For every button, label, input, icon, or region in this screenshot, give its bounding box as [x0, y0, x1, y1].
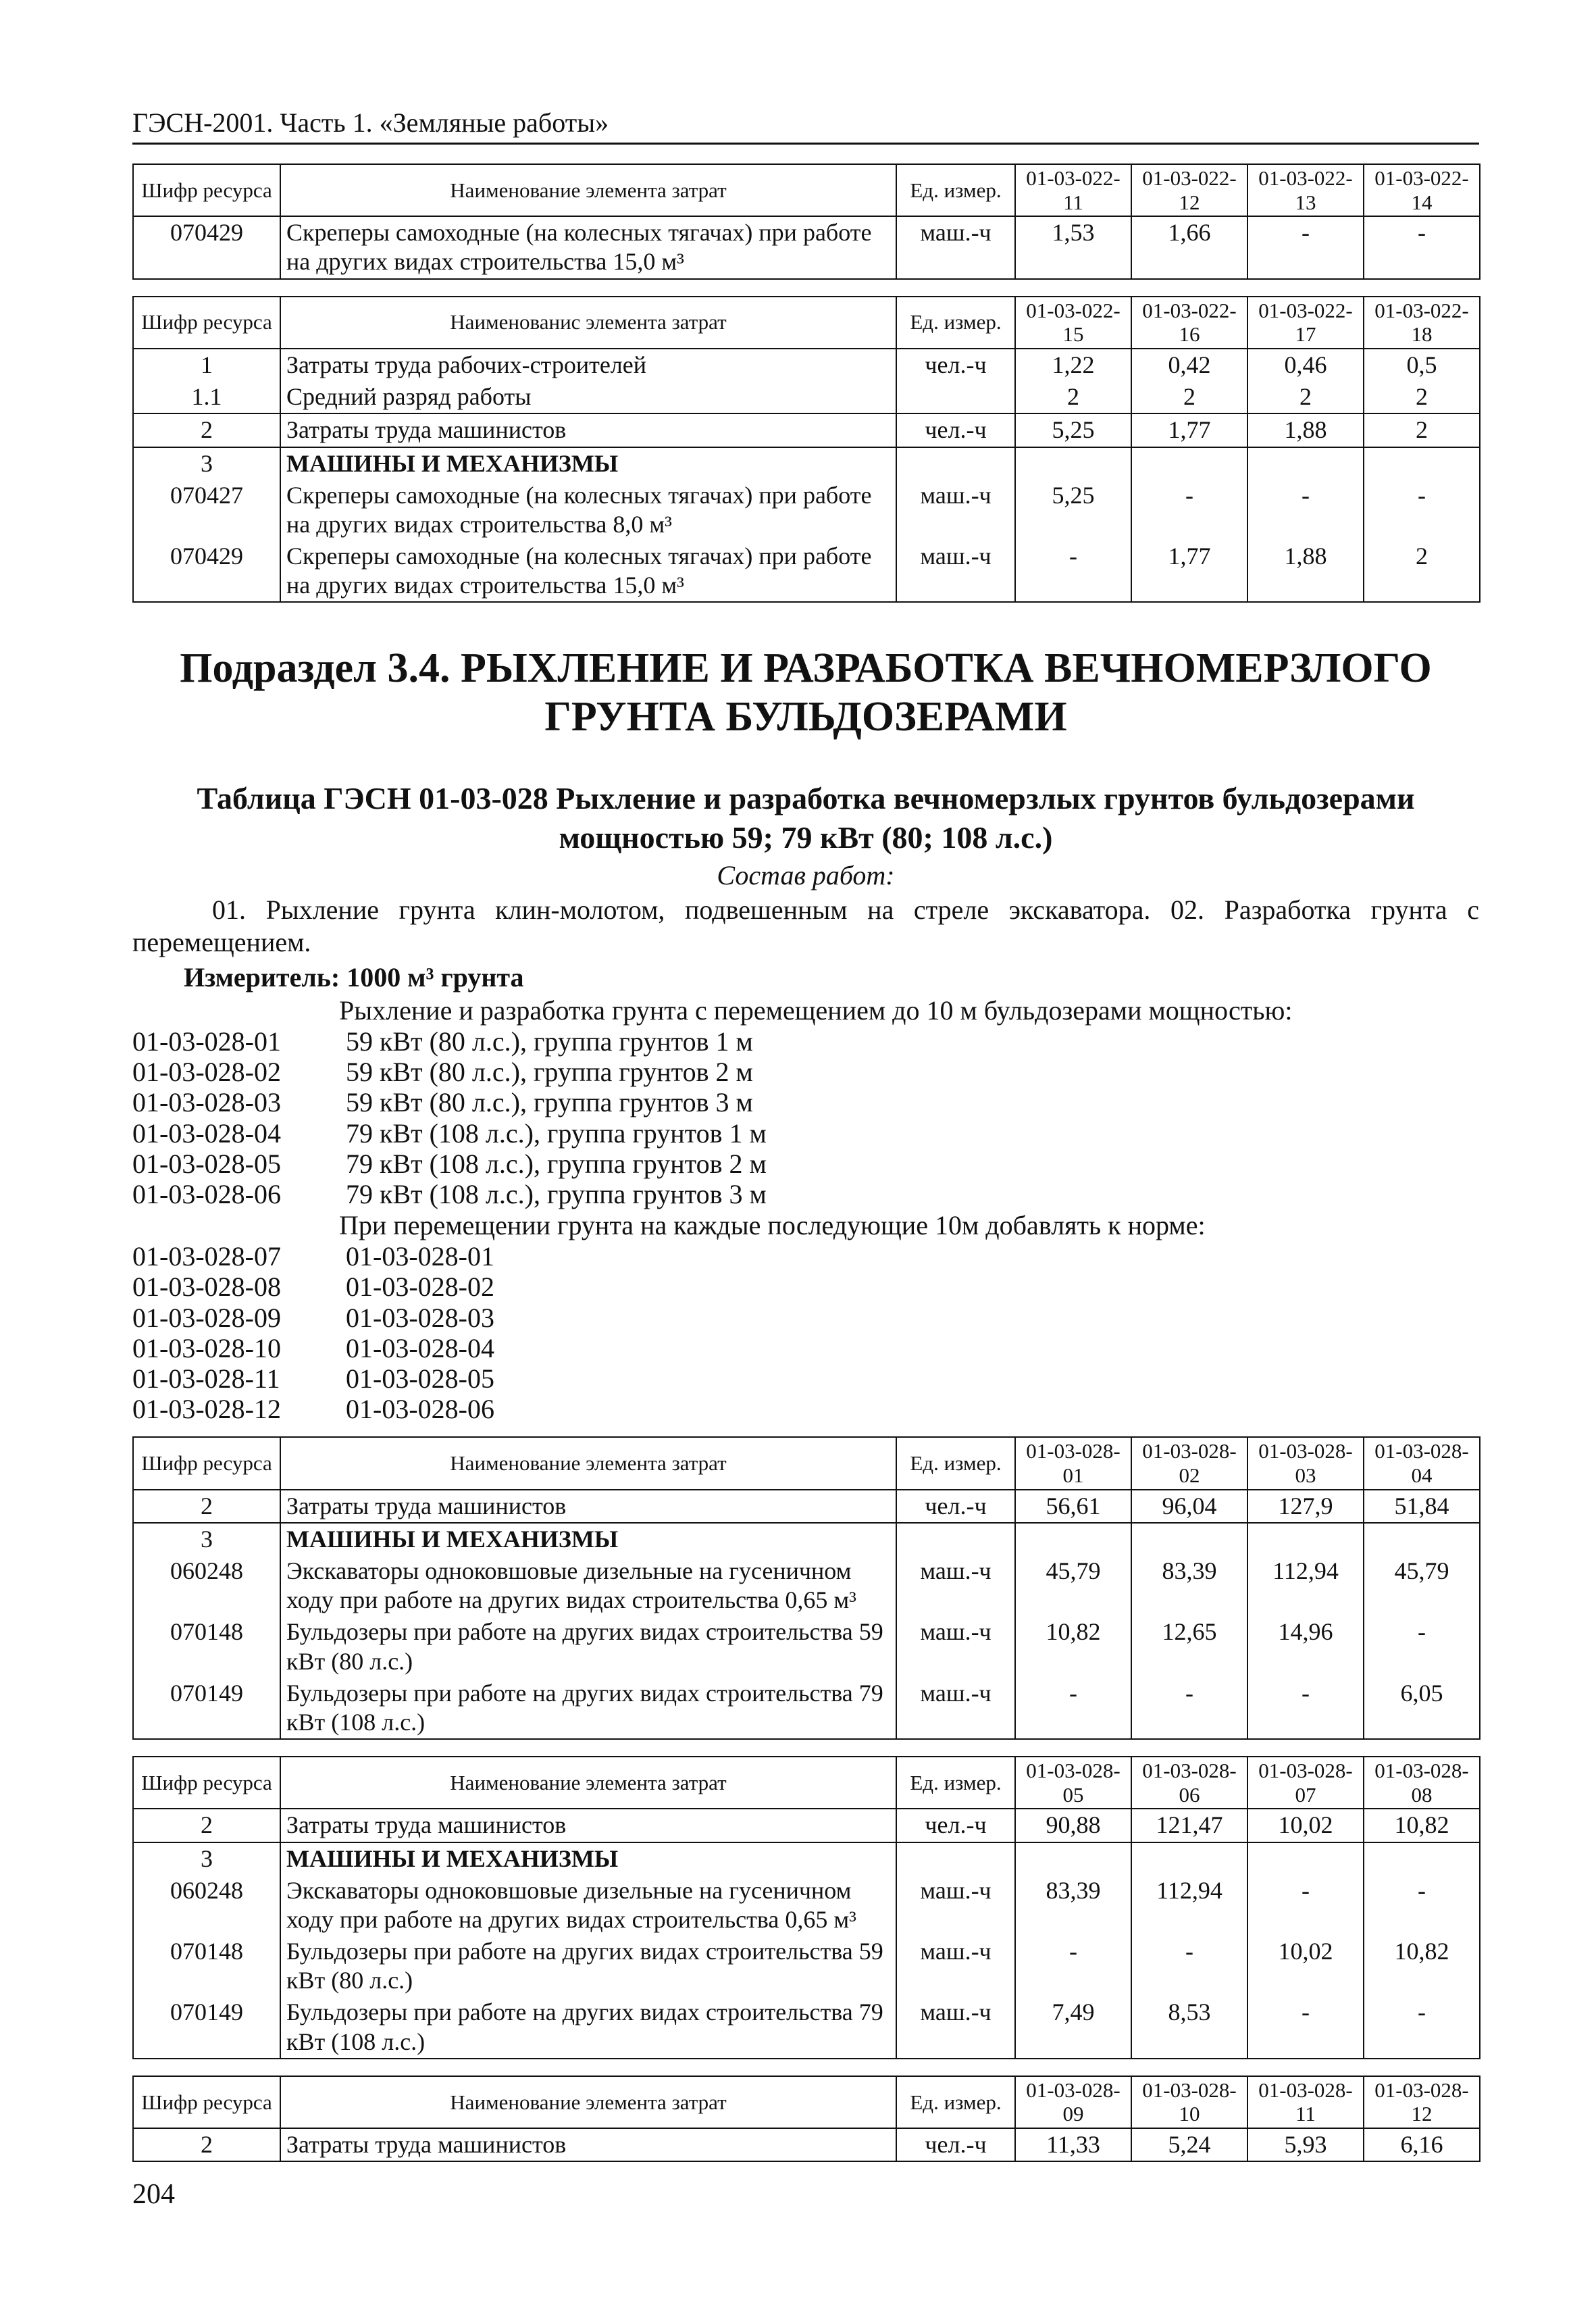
spec-item	[132, 1241, 1479, 1272]
spec-item	[132, 1303, 1479, 1333]
norm-value: 5,93	[1247, 2128, 1364, 2161]
norm-value: -	[1131, 480, 1247, 540]
section-heading: МАШИНЫ И МЕХАНИЗМЫ	[280, 1842, 896, 1875]
norm-value: 5,25	[1015, 413, 1131, 447]
spec-desc: 01-03-028-03	[346, 1302, 494, 1333]
norm-value: -	[1131, 1678, 1247, 1739]
cost-item-name: Скреперы самоходные (на колесных тягачах) при работе на других видах строительства 15,0 м³	[280, 540, 896, 602]
table-row	[133, 349, 1480, 381]
col-header-code: Шифр ресурса	[133, 2076, 280, 2128]
norm-value: 6,05	[1364, 1678, 1480, 1739]
table-022-15-18	[132, 296, 1481, 603]
cost-item-name: Затраты труда машинистов	[280, 2128, 896, 2161]
table-row	[133, 216, 1480, 278]
spec-code: 01-03-028-05	[132, 1148, 281, 1179]
col-header-norm: 01-03-028-06	[1131, 1757, 1247, 1809]
table-title-line: мощностью 59; 79 кВт (80; 108 л.с.)	[559, 820, 1053, 855]
page-number: 204	[132, 2179, 175, 2210]
col-header-name: Наименование элемента затрат	[280, 1437, 896, 1489]
col-header-norm: 01-03-022-17	[1247, 297, 1364, 349]
unit: маш.-ч	[896, 1555, 1015, 1616]
norm-value: 10,02	[1247, 1936, 1364, 1996]
norm-value: 1,77	[1131, 540, 1247, 602]
norm-value	[1015, 447, 1131, 480]
section-heading: МАШИНЫ И МЕХАНИЗМЫ	[280, 1523, 896, 1555]
spec-desc: 59 кВт (80 л.с.), группа грунтов 3 м	[346, 1087, 753, 1118]
norm-value: -	[1247, 1996, 1364, 2058]
norm-value: 56,61	[1015, 1490, 1131, 1523]
norm-value: 121,47	[1131, 1809, 1247, 1842]
norm-value: -	[1364, 480, 1480, 540]
table-row	[133, 1490, 1480, 1523]
resource-code: 1.1	[133, 381, 280, 413]
unit: маш.-ч	[896, 1996, 1015, 2058]
col-header-unit: Ед. измер.	[896, 1757, 1015, 1809]
cost-item-name: Бульдозеры при работе на других видах строительства 59 кВт (80 л.с.)	[280, 1936, 896, 1996]
spec-code: 01-03-028-11	[132, 1363, 280, 1394]
table-row	[133, 1875, 1480, 1936]
col-header-norm: 01-03-022-14	[1364, 164, 1480, 216]
table-022-11-14	[132, 164, 1481, 280]
norm-value: 1,22	[1015, 349, 1131, 381]
col-header-norm: 01-03-022-18	[1364, 297, 1480, 349]
norm-value: 45,79	[1364, 1555, 1480, 1616]
col-header-norm: 01-03-028-12	[1364, 2076, 1480, 2128]
norm-value	[1131, 1842, 1247, 1875]
measurer-value: 1000 м³ грунта	[346, 962, 524, 993]
norm-value: 0,42	[1131, 349, 1247, 381]
unit: чел.-ч	[896, 413, 1015, 447]
resource-code: 070427	[133, 480, 280, 540]
table-title-line: Таблица ГЭСН 01-03-028 Рыхление и разработка вечномерзлых грунтов бульдозерами	[197, 781, 1415, 816]
spec-desc: 79 кВт (108 л.с.), группа грунтов 3 м	[346, 1178, 767, 1209]
spec-code: 01-03-028-09	[132, 1302, 281, 1333]
unit: чел.-ч	[896, 1809, 1015, 1842]
table-row	[133, 413, 1480, 447]
resource-code: 070148	[133, 1616, 280, 1677]
col-header-unit: Ед. измер.	[896, 1437, 1015, 1489]
work-composition-text: 01. Рыхление грунта клин-молотом, подвешенным на стреле экскаватора. 02. Разработка грунта с перемещением.	[132, 895, 1479, 958]
spec-desc: 79 кВт (108 л.с.), группа грунтов 1 м	[346, 1117, 767, 1149]
table-row	[133, 447, 1480, 480]
col-header-name: Наименование элемента затрат	[280, 1757, 896, 1809]
col-header-norm: 01-03-028-09	[1015, 2076, 1131, 2128]
col-header-unit: Ед. измер.	[896, 297, 1015, 349]
spec-desc: 01-03-028-06	[346, 1394, 494, 1425]
norm-value: 83,39	[1131, 1555, 1247, 1616]
norm-value	[1015, 1523, 1131, 1555]
table-row	[133, 1809, 1480, 1842]
spec-desc: 01-03-028-04	[346, 1332, 494, 1363]
document-page	[132, 107, 1479, 2178]
resource-code: 3	[133, 1842, 280, 1875]
col-header-norm: 01-03-028-01	[1015, 1437, 1131, 1489]
norm-value: 5,24	[1131, 2128, 1247, 2161]
norm-value: -	[1364, 1996, 1480, 2058]
col-header-norm: 01-03-022-15	[1015, 297, 1131, 349]
norm-value: 1,53	[1015, 216, 1131, 278]
norm-value: -	[1364, 1875, 1480, 1936]
section-heading: МАШИНЫ И МЕХАНИЗМЫ	[280, 447, 896, 480]
spec-desc: 01-03-028-02	[346, 1272, 494, 1303]
resource-code: 2	[133, 1809, 280, 1842]
col-header-norm: 01-03-022-16	[1131, 297, 1247, 349]
unit: чел.-ч	[896, 349, 1015, 381]
cost-item-name: Затраты труда машинистов	[280, 1490, 896, 1523]
norm-value: 2	[1364, 413, 1480, 447]
spec-code: 01-03-028-12	[132, 1394, 281, 1425]
norm-value: 2	[1015, 381, 1131, 413]
col-header-unit: Ед. измер.	[896, 2076, 1015, 2128]
spec-item	[132, 1333, 1479, 1363]
norm-value	[1247, 447, 1364, 480]
norm-value: 96,04	[1131, 1490, 1247, 1523]
unit: маш.-ч	[896, 480, 1015, 540]
unit: маш.-ч	[896, 1678, 1015, 1739]
table-title	[132, 779, 1479, 857]
norm-value: 12,65	[1131, 1616, 1247, 1677]
norm-value: 1,66	[1131, 216, 1247, 278]
resource-code: 070148	[133, 1936, 280, 1996]
spec-item	[132, 1118, 1479, 1149]
spec-code: 01-03-028-06	[132, 1178, 281, 1209]
norm-value: -	[1247, 216, 1364, 278]
resource-code: 070149	[133, 1996, 280, 2058]
resource-code: 1	[133, 349, 280, 381]
spec-desc: 79 кВт (108 л.с.), группа грунтов 2 м	[346, 1148, 767, 1179]
spec-intro: При перемещении грунта на каждые последующие 10м добавлять к норме:	[339, 1210, 1206, 1241]
unit: маш.-ч	[896, 216, 1015, 278]
spec-item	[132, 1087, 1479, 1117]
norm-value: 7,49	[1015, 1996, 1131, 2058]
norm-value: -	[1247, 1678, 1364, 1739]
table-row	[133, 1996, 1480, 2058]
spec-item	[132, 1272, 1479, 1302]
table-row	[133, 540, 1480, 602]
cost-item-name: Затраты труда машинистов	[280, 1809, 896, 1842]
col-header-norm: 01-03-022-12	[1131, 164, 1247, 216]
table-row	[133, 1616, 1480, 1677]
unit	[896, 1523, 1015, 1555]
col-header-norm: 01-03-028-03	[1247, 1437, 1364, 1489]
norm-value: 8,53	[1131, 1996, 1247, 2058]
unit: чел.-ч	[896, 2128, 1015, 2161]
table-row	[133, 2128, 1480, 2161]
cost-item-name: Затраты труда рабочих-строителей	[280, 349, 896, 381]
spec-intro: Рыхление и разработка грунта с перемещением до 10 м бульдозерами мощностью:	[339, 995, 1293, 1026]
spec-item	[132, 1057, 1479, 1087]
table-row	[133, 381, 1480, 413]
cost-item-name: Бульдозеры при работе на других видах строительства 79 кВт (108 л.с.)	[280, 1678, 896, 1739]
norm-value: 51,84	[1364, 1490, 1480, 1523]
spec-desc: 01-03-028-05	[346, 1363, 494, 1394]
spec-code: 01-03-028-10	[132, 1332, 281, 1363]
resource-code: 2	[133, 1490, 280, 1523]
norm-value: 1,88	[1247, 540, 1364, 602]
norm-value	[1131, 1523, 1247, 1555]
norm-value	[1247, 1842, 1364, 1875]
norm-value: 10,82	[1364, 1936, 1480, 1996]
norm-value: 83,39	[1015, 1875, 1131, 1936]
col-header-code: Шифр ресурса	[133, 164, 280, 216]
section-title-line: ГРУНТА БУЛЬДОЗЕРАМИ	[544, 693, 1067, 740]
col-header-name: Наименование элемента затрат	[280, 2076, 896, 2128]
col-header-norm: 01-03-028-11	[1247, 2076, 1364, 2128]
norm-value: 10,82	[1015, 1616, 1131, 1677]
norm-value	[1247, 1523, 1364, 1555]
norm-value: 14,96	[1247, 1616, 1364, 1677]
norm-value	[1364, 447, 1480, 480]
norm-value: -	[1015, 1678, 1131, 1739]
col-header-code: Шифр ресурса	[133, 297, 280, 349]
norm-value: 2	[1364, 381, 1480, 413]
cost-item-name: Экскаваторы одноковшовые дизельные на гусеничном ходу при работе на других видах строительства 0,65 м³	[280, 1555, 896, 1616]
norm-value: 2	[1131, 381, 1247, 413]
resource-code: 060248	[133, 1555, 280, 1616]
norm-value: 45,79	[1015, 1555, 1131, 1616]
norm-value	[1015, 1842, 1131, 1875]
norm-value: 0,5	[1364, 349, 1480, 381]
norm-value: 11,33	[1015, 2128, 1131, 2161]
spec-code: 01-03-028-02	[132, 1057, 281, 1088]
norm-value: -	[1131, 1936, 1247, 1996]
spec-item	[132, 1363, 1479, 1394]
col-header-norm: 01-03-028-10	[1131, 2076, 1247, 2128]
cost-item-name: Бульдозеры при работе на других видах строительства 79 кВт (108 л.с.)	[280, 1996, 896, 2058]
resource-code: 070429	[133, 540, 280, 602]
norm-value: -	[1364, 1616, 1480, 1677]
unit: маш.-ч	[896, 1875, 1015, 1936]
unit	[896, 1842, 1015, 1875]
cost-item-name: Экскаваторы одноковшовые дизельные на гусеничном ходу при работе на других видах строительства 0,65 м³	[280, 1875, 896, 1936]
col-header-norm: 01-03-028-08	[1364, 1757, 1480, 1809]
norm-value: 10,02	[1247, 1809, 1364, 1842]
resource-code: 070149	[133, 1678, 280, 1739]
resource-code: 2	[133, 2128, 280, 2161]
table-row	[133, 480, 1480, 540]
cost-item-name: Бульдозеры при работе на других видах строительства 59 кВт (80 л.с.)	[280, 1616, 896, 1677]
col-header-name: Наименованис элемента затрат	[280, 297, 896, 349]
measurer	[184, 961, 1479, 993]
col-header-name: Наименование элемента затрат	[280, 164, 896, 216]
unit: чел.-ч	[896, 1490, 1015, 1523]
spec-code: 01-03-028-04	[132, 1117, 281, 1149]
col-header-code: Шифр ресурса	[133, 1757, 280, 1809]
col-header-norm: 01-03-022-11	[1015, 164, 1131, 216]
section-title-line: Подраздел 3.4. РЫХЛЕНИЕ И РАЗРАБОТКА ВЕЧНОМЕРЗЛОГО	[180, 645, 1432, 692]
col-header-norm: 01-03-028-04	[1364, 1437, 1480, 1489]
table-028-09-12	[132, 2076, 1481, 2162]
col-header-unit: Ед. измер.	[896, 164, 1015, 216]
norm-value: 127,9	[1247, 1490, 1364, 1523]
norm-value: -	[1247, 1875, 1364, 1936]
col-header-norm: 01-03-028-05	[1015, 1757, 1131, 1809]
resource-code: 060248	[133, 1875, 280, 1936]
norm-value	[1131, 447, 1247, 480]
measurer-label: Измеритель:	[184, 962, 340, 993]
resource-code: 2	[133, 413, 280, 447]
spec-code: 01-03-028-03	[132, 1087, 281, 1118]
norm-value: 2	[1247, 381, 1364, 413]
cost-item-name: Скреперы самоходные (на колесных тягачах) при работе на других видах строительства 8,0 м³	[280, 480, 896, 540]
norm-value: -	[1015, 540, 1131, 602]
table-row	[133, 1842, 1480, 1875]
unit	[896, 381, 1015, 413]
norm-value	[1364, 1523, 1480, 1555]
table-row	[133, 1678, 1480, 1739]
spec-code: 01-03-028-01	[132, 1026, 281, 1057]
spec-code: 01-03-028-07	[132, 1241, 281, 1272]
table-028-01-04	[132, 1436, 1481, 1740]
cost-item-name: Затраты труда машинистов	[280, 413, 896, 447]
norm-value: -	[1247, 480, 1364, 540]
table-row	[133, 1523, 1480, 1555]
norm-value: 112,94	[1247, 1555, 1364, 1616]
norm-value: 6,16	[1364, 2128, 1480, 2161]
norm-value: 0,46	[1247, 349, 1364, 381]
norm-value: 1,88	[1247, 413, 1364, 447]
spec-item	[132, 1179, 1479, 1209]
spec-item	[132, 1394, 1479, 1424]
unit: маш.-ч	[896, 1936, 1015, 1996]
norm-value: 90,88	[1015, 1809, 1131, 1842]
norm-value: -	[1364, 216, 1480, 278]
norm-value: 5,25	[1015, 480, 1131, 540]
spec-desc: 01-03-028-01	[346, 1241, 494, 1272]
table-row	[133, 1936, 1480, 1996]
unit: маш.-ч	[896, 1616, 1015, 1677]
section-title	[132, 645, 1479, 741]
norm-value: 112,94	[1131, 1875, 1247, 1936]
unit: маш.-ч	[896, 540, 1015, 602]
spec-item	[132, 1026, 1479, 1057]
norm-value	[1364, 1842, 1480, 1875]
spec-item	[132, 1149, 1479, 1179]
resource-code: 3	[133, 1523, 280, 1555]
norm-value: 2	[1364, 540, 1480, 602]
spec-desc: 59 кВт (80 л.с.), группа грунтов 2 м	[346, 1057, 753, 1088]
cost-item-name: Скреперы самоходные (на колесных тягачах) при работе на других видах строительства 15,0 м³	[280, 216, 896, 278]
table-row	[133, 1555, 1480, 1616]
unit	[896, 447, 1015, 480]
norm-value: -	[1015, 1936, 1131, 1996]
col-header-norm: 01-03-028-07	[1247, 1757, 1364, 1809]
col-header-norm: 01-03-022-13	[1247, 164, 1364, 216]
norm-value: 1,77	[1131, 413, 1247, 447]
resource-code: 3	[133, 447, 280, 480]
col-header-norm: 01-03-028-02	[1131, 1437, 1247, 1489]
spec-code: 01-03-028-08	[132, 1272, 281, 1303]
norm-value: 10,82	[1364, 1809, 1480, 1842]
col-header-code: Шифр ресурса	[133, 1437, 280, 1489]
work-composition-label: Состав работ:	[717, 860, 895, 891]
spec-desc: 59 кВт (80 л.с.), группа грунтов 1 м	[346, 1026, 753, 1057]
cost-item-name: Средний разряд работы	[280, 381, 896, 413]
running-header: ГЭСН-2001. Часть 1. «Земляные работы»	[132, 107, 1479, 145]
table-028-05-08	[132, 1756, 1481, 2059]
resource-code: 070429	[133, 216, 280, 278]
